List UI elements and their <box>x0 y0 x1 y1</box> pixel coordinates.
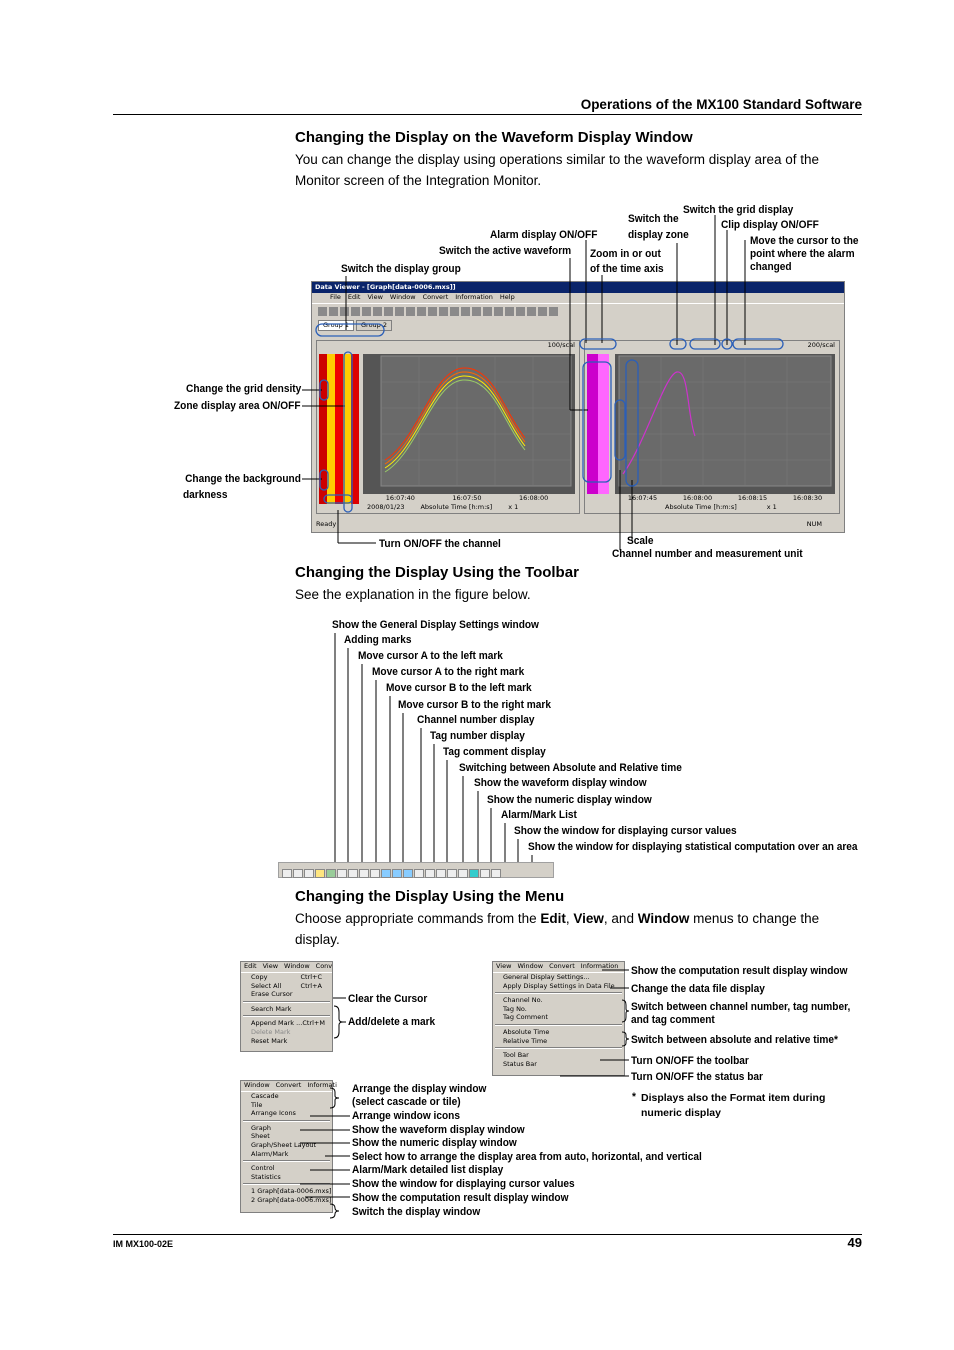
window-title: Data Viewer - [Graph[data-0006.mxs]] <box>315 283 456 291</box>
menu-convert[interactable]: Convert <box>422 293 449 301</box>
label-data-file: Change the data file display <box>631 983 765 995</box>
tb-label-2: Adding marks <box>344 634 412 646</box>
view-general-settings[interactable]: General Display Settings... <box>503 973 590 981</box>
footer-rule <box>113 1234 862 1235</box>
wlabel-10: Switch the display window <box>352 1206 481 1218</box>
span-left: 100/scal <box>547 341 575 349</box>
status-text: Ready <box>316 520 337 528</box>
alarm-list-icon[interactable] <box>447 869 457 878</box>
right-time-3: 16:08:15 <box>737 494 768 502</box>
numeric-window-icon[interactable] <box>436 869 446 878</box>
heading-toolbar: Changing the Display Using the Toolbar <box>295 564 579 581</box>
label-zoom2: of the time axis <box>590 263 664 275</box>
cursor-values-icon[interactable] <box>458 869 468 878</box>
para-toolbar: See the explanation in the figure below. <box>295 587 531 602</box>
open-icon[interactable] <box>282 869 292 878</box>
edit-copy[interactable]: Copy Ctrl+C <box>251 973 322 981</box>
label-switch-2: and tag comment <box>631 1014 715 1026</box>
num-indicator: NUM <box>806 520 822 528</box>
menu-leaders <box>0 950 954 1230</box>
right-time-1: 16:07:45 <box>627 494 658 502</box>
win-control[interactable]: Control <box>251 1164 275 1173</box>
tb-label-11: Show the waveform display window <box>474 777 647 789</box>
label-scale: Scale <box>627 535 654 547</box>
left-zoom: x 1 <box>508 503 519 511</box>
left-axis-label: Absolute Time [h:m:s] <box>420 503 493 511</box>
tab-group-2[interactable]: Group 2 <box>356 320 392 331</box>
doc-number: IM MX100-02E <box>113 1239 174 1249</box>
label-move3: changed <box>750 261 792 273</box>
win-bar-info[interactable]: Informati <box>307 1081 337 1089</box>
cursor-a-right-icon[interactable] <box>348 869 358 878</box>
label-toolbar-toggle: Turn ON/OFF the toolbar <box>631 1055 749 1067</box>
label-comp-window: Show the computation result display window <box>631 965 848 977</box>
cursor-a-left-icon[interactable] <box>337 869 347 878</box>
win-statistics[interactable]: Statistics <box>251 1172 281 1181</box>
tb-label-13: Alarm/Mark List <box>501 809 577 821</box>
right-time-2: 16:08:00 <box>682 494 713 502</box>
menu-information[interactable]: Information <box>455 293 493 301</box>
menu-file[interactable]: File <box>330 293 341 301</box>
tag-number-icon[interactable] <box>392 869 402 878</box>
edit-append-mark[interactable]: Append Mark ... Ctrl+M <box>251 1019 325 1028</box>
tag-comment-icon[interactable] <box>403 869 413 878</box>
add-mark-icon[interactable] <box>326 869 336 878</box>
section-title: Operations of the MX100 Standard Software <box>580 97 862 112</box>
tb-label-6: Move cursor B to the right mark <box>398 699 551 711</box>
label-zoom1: Zoom in or out <box>590 248 661 260</box>
label-zone2: display zone <box>628 229 689 241</box>
tb-label-5: Move cursor B to the left mark <box>386 682 532 694</box>
label-clear-cursor: Clear the Cursor <box>348 993 428 1005</box>
win-doc-2[interactable]: 2 Graph[data-0006.mxs] <box>251 1195 332 1204</box>
view-bar-window[interactable]: Window <box>517 962 544 970</box>
wlabel-4: Show the waveform display window <box>352 1124 525 1136</box>
label-density: Change the grid density <box>185 383 301 395</box>
label-alarm: Alarm display ON/OFF <box>490 229 598 241</box>
toolbar-image <box>278 862 554 878</box>
label-abs-rel: Switch between absolute and relative time* <box>631 1034 838 1046</box>
tb-label-7: Channel number display <box>417 714 535 726</box>
edit-bar-conv[interactable]: Conv <box>315 962 333 970</box>
label-switch-1: Switch between channel number, tag number, <box>631 1001 851 1013</box>
label-chnum: Channel number and measurement unit <box>612 548 803 560</box>
win-doc-1[interactable]: 1 Graph[data-0006.mxs] <box>251 1187 332 1196</box>
note-text: Displays also the Format item during numeric display <box>641 1092 826 1119</box>
win-alarm-mark[interactable]: Alarm/Mark <box>251 1149 289 1158</box>
section1-leaders <box>0 0 954 600</box>
wlabel-5: Show the numeric display window <box>352 1137 517 1149</box>
win-cascade[interactable]: Cascade <box>251 1092 279 1100</box>
heading-menu: Changing the Display Using the Menu <box>295 888 565 905</box>
tb-label-15: Show the window for displaying statistical computation over an area <box>528 841 858 853</box>
view-status-bar[interactable]: Status Bar <box>503 1059 537 1068</box>
waveform-window-icon[interactable] <box>425 869 435 878</box>
label-add-mark: Add/delete a mark <box>348 1016 436 1028</box>
tb-label-3: Move cursor A to the left mark <box>358 650 503 662</box>
left-date: 2008/01/23 <box>367 503 405 511</box>
save-icon[interactable] <box>293 869 303 878</box>
label-clip: Clip display ON/OFF <box>721 219 819 231</box>
tb-label-12: Show the numeric display window <box>487 794 652 806</box>
menu-view[interactable]: View <box>367 293 383 301</box>
heading-waveform: Changing the Display on the Waveform Display Window <box>295 129 693 146</box>
label-group: Switch the display group <box>341 263 461 275</box>
tab-group-1[interactable]: Group 1 <box>318 320 354 331</box>
win-sheet[interactable]: Sheet <box>251 1132 270 1141</box>
wlabel-3: Arrange window icons <box>352 1110 460 1122</box>
win-tile[interactable]: Tile <box>251 1100 263 1109</box>
win-bar-convert[interactable]: Convert <box>275 1081 302 1089</box>
toolbar-leaders <box>0 600 954 900</box>
wlabel-6: Select how to arrange the display area from auto, horizontal, and vertical <box>352 1151 702 1163</box>
view-channel-no[interactable]: Channel No. <box>503 996 543 1005</box>
print-icon[interactable] <box>480 869 490 878</box>
win-bar-window[interactable]: Window <box>244 1081 270 1089</box>
edit-bar-edit[interactable]: Edit <box>244 962 257 970</box>
cursor-b-right-icon[interactable] <box>370 869 380 878</box>
menu-edit[interactable]: Edit <box>347 293 361 301</box>
label-bg1: Change the background <box>185 473 301 485</box>
copy-icon[interactable] <box>304 869 314 878</box>
label-zone-area: Zone display area ON/OFF <box>174 400 301 412</box>
tb-label-10: Switching between Absolute and Relative time <box>459 762 682 774</box>
wlabel-8: Show the window for displaying cursor values <box>352 1178 575 1190</box>
view-apply-settings[interactable]: Apply Display Settings in Data File <box>503 981 615 990</box>
label-move2: point where the alarm <box>750 248 855 260</box>
statistics-icon[interactable] <box>469 869 479 878</box>
cursor-b-left-icon[interactable] <box>359 869 369 878</box>
left-time-2: 16:07:50 <box>452 494 482 502</box>
span-right: 200/scal <box>807 341 835 349</box>
menu-window[interactable]: Window <box>389 293 416 301</box>
win-layout[interactable]: Graph/Sheet Layout <box>251 1140 317 1149</box>
left-time-1: 16:07:40 <box>385 494 415 502</box>
edit-erase-cursor[interactable]: Erase Cursor <box>251 990 293 999</box>
view-bar-convert[interactable]: Convert <box>549 962 575 970</box>
channel-number-icon[interactable] <box>381 869 391 878</box>
left-time-3: 16:08:00 <box>519 494 549 502</box>
label-grid-display: Switch the grid display <box>683 204 794 216</box>
wlabel-7: Alarm/Mark detailed list display <box>352 1164 504 1176</box>
edit-search-mark[interactable]: Search Mark <box>251 1004 292 1013</box>
tb-label-8: Tag number display <box>430 730 525 742</box>
win-arrange-icons[interactable]: Arrange Icons <box>251 1109 296 1118</box>
label-zone1: Switch the <box>628 213 679 225</box>
para-waveform: You can change the display using operations similar to the waveform display area of the Monitor screen of the Integration Monitor. <box>295 152 820 188</box>
view-tag-comment[interactable]: Tag Comment <box>503 1013 548 1022</box>
label-statusbar-toggle: Turn ON/OFF the status bar <box>631 1071 763 1083</box>
view-tool-bar[interactable]: Tool Bar <box>503 1051 529 1060</box>
tb-label-1: Show the General Display Settings window <box>332 619 539 631</box>
para-menu: Choose appropriate commands from the Edit, View, and Window menus to change the display. <box>295 911 820 947</box>
label-move1: Move the cursor to the <box>750 235 859 247</box>
right-time-4: 16:08:30 <box>792 494 823 502</box>
general-settings-icon[interactable] <box>315 869 325 878</box>
tb-label-9: Tag comment display <box>443 746 546 758</box>
edit-delete-mark[interactable]: Delete Mark <box>251 1027 291 1036</box>
label-active: Switch the active waveform <box>439 245 572 257</box>
menu-help[interactable]: Help <box>499 293 515 301</box>
view-absolute-time[interactable]: Absolute Time <box>503 1027 550 1036</box>
right-axis-label: Absolute Time [h:m:s] <box>665 503 737 511</box>
label-channel: Turn ON/OFF the channel <box>379 538 501 550</box>
view-bar-view[interactable]: View <box>496 962 512 970</box>
label-bg2: darkness <box>183 489 228 501</box>
tb-label-14: Show the window for displaying cursor values <box>514 825 737 837</box>
page-number: 49 <box>847 1235 862 1250</box>
edit-bar-window[interactable]: Window <box>284 962 310 970</box>
wlabel-9: Show the computation result display window <box>352 1192 569 1204</box>
tb-label-4: Move cursor A to the right mark <box>372 666 525 678</box>
view-relative-time[interactable]: Relative Time <box>503 1036 548 1045</box>
right-zoom: x 1 <box>766 503 777 511</box>
view-bar-information[interactable]: Information <box>580 962 619 970</box>
edit-bar-view[interactable]: View <box>262 962 279 970</box>
wlabel-1: Arrange the display window <box>352 1083 487 1095</box>
help-icon[interactable] <box>491 869 501 878</box>
note-star: * <box>632 1091 636 1103</box>
view-tag-no[interactable]: Tag No. <box>503 1004 527 1013</box>
win-graph[interactable]: Graph <box>251 1123 271 1132</box>
edit-select-all[interactable]: Select All Ctrl+A <box>251 981 322 990</box>
wlabel-2: (select cascade or tile) <box>352 1096 461 1108</box>
edit-reset-mark[interactable]: Reset Mark <box>251 1036 288 1045</box>
time-switch-icon[interactable] <box>414 869 424 878</box>
